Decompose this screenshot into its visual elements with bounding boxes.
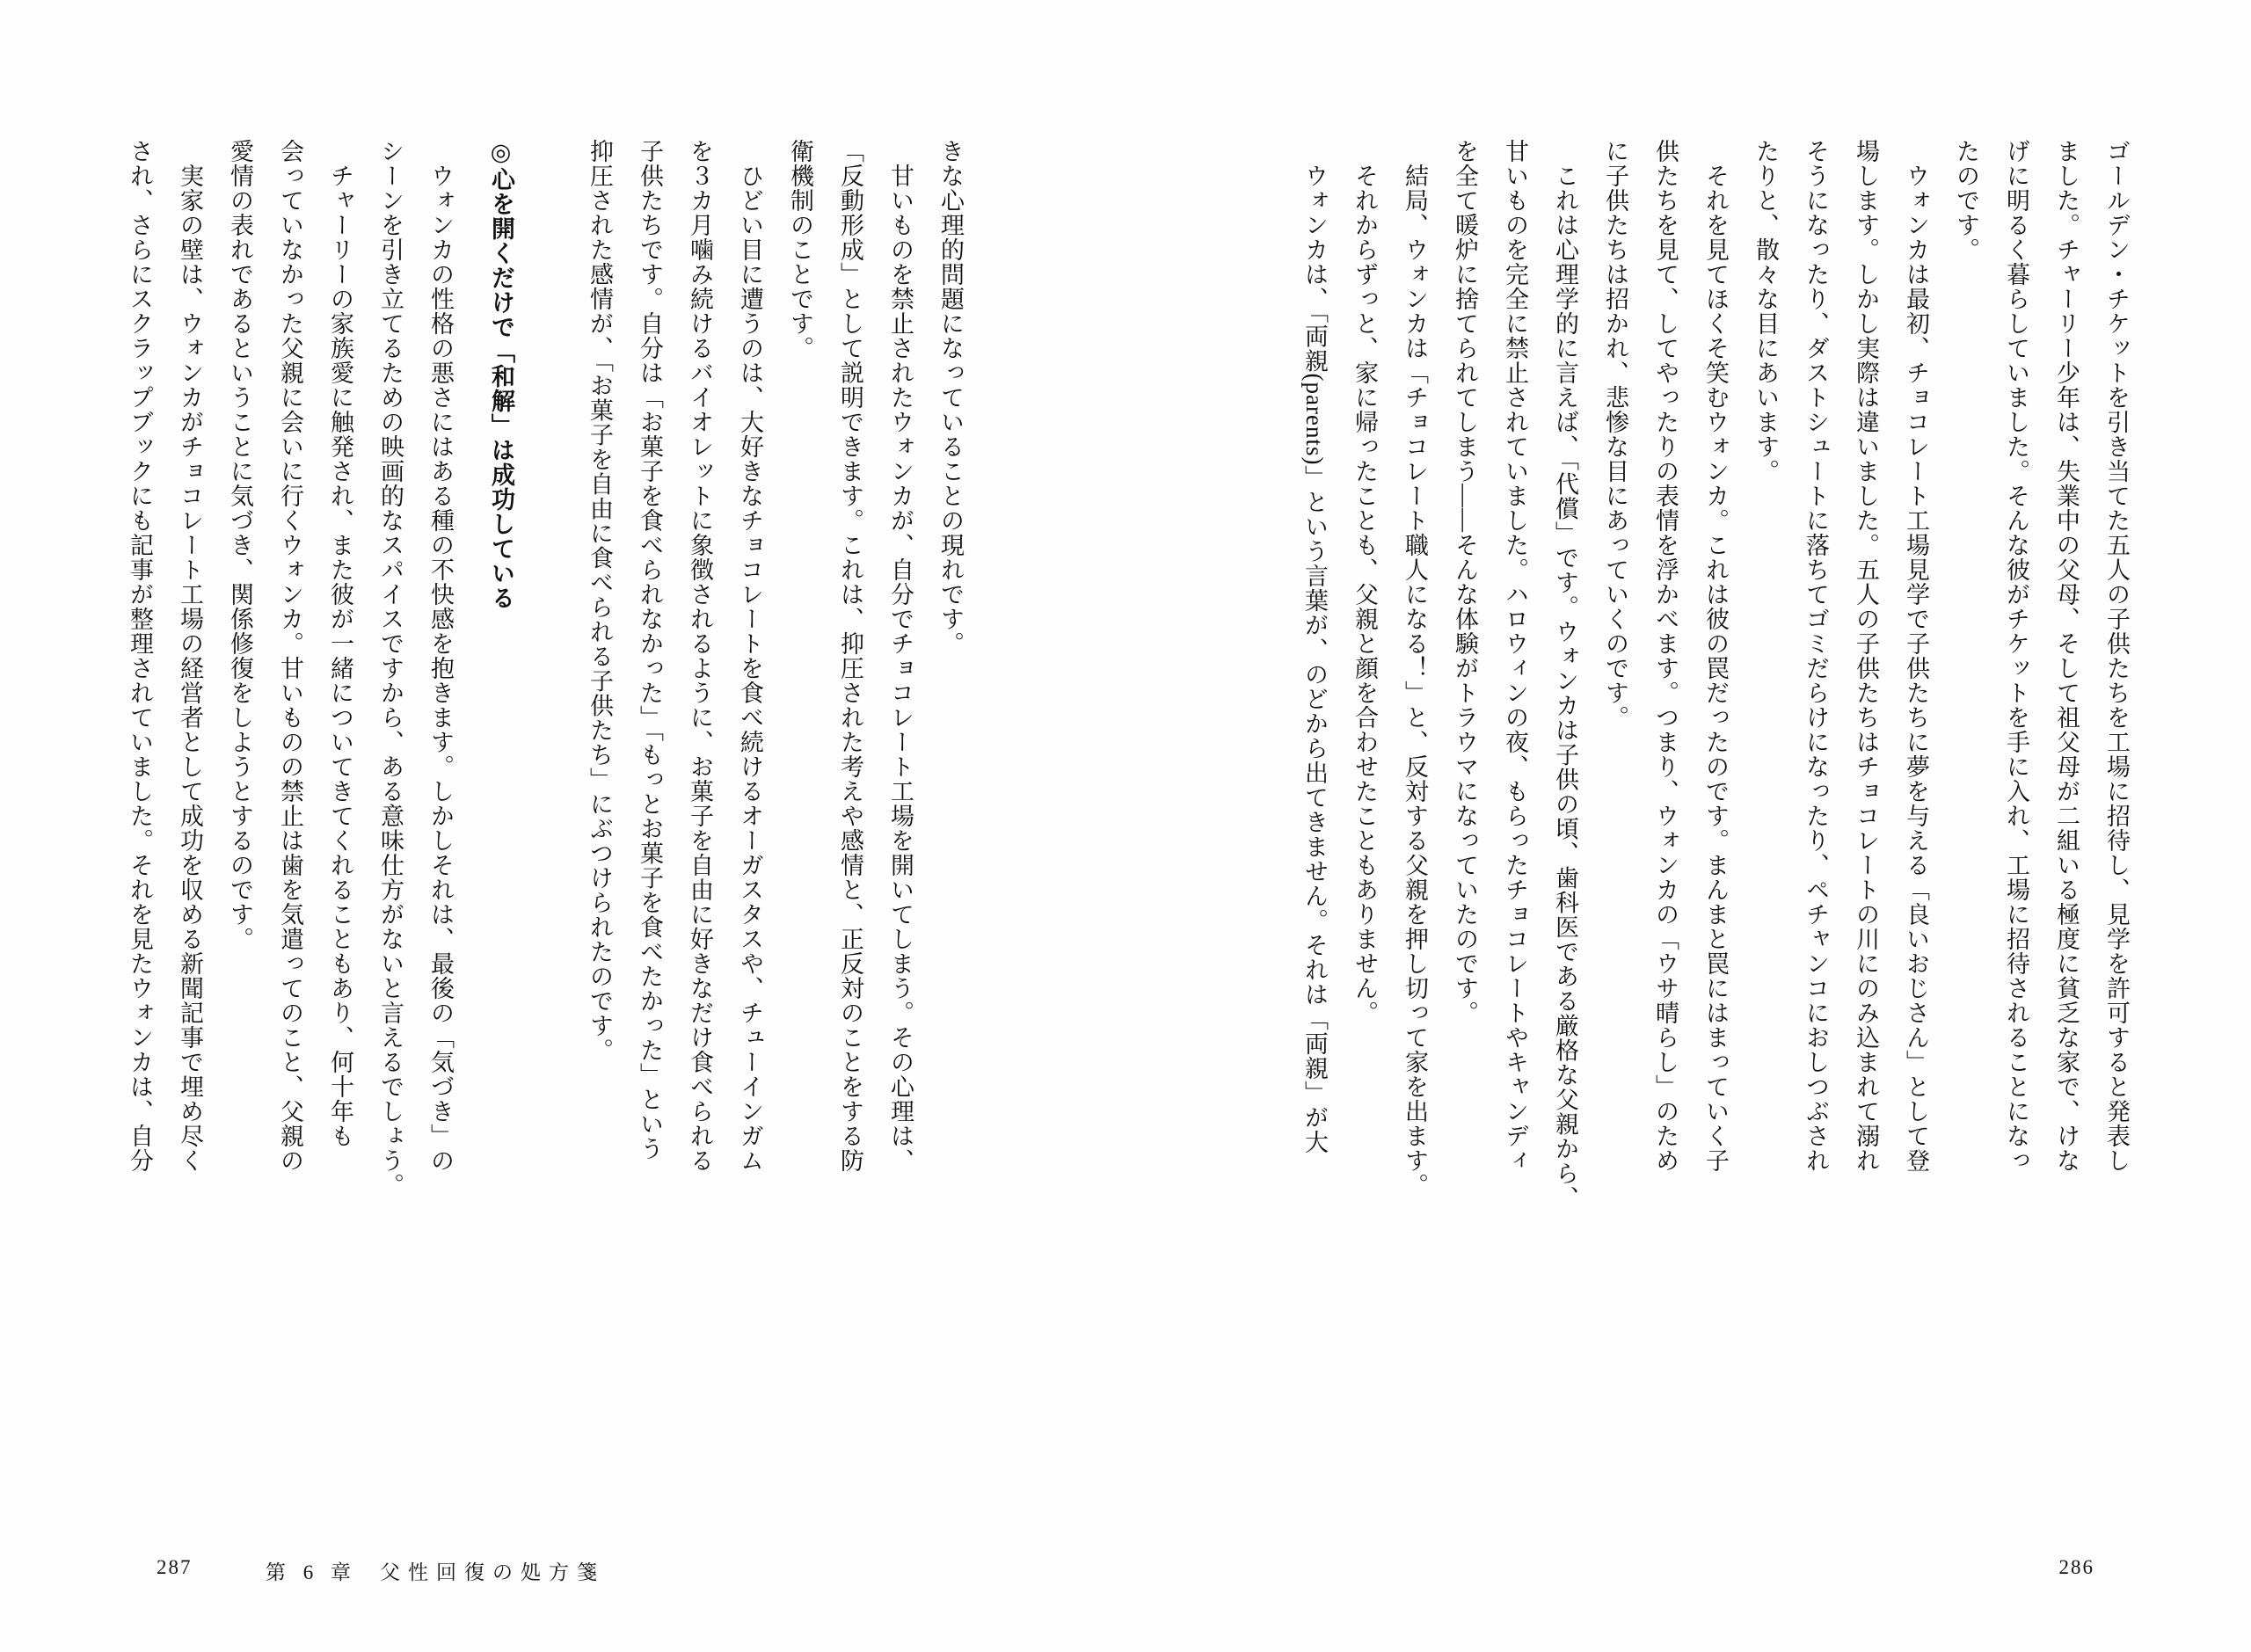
text-column: きな心理的問題になっていることの現れです。	[937, 139, 964, 656]
text-column: 子供たちです。自分は「お菓子を食べられなかった」「もっとお菓子を食べたかった」という	[637, 139, 663, 1161]
text-column: 愛情の表れであるということに気づき、関係修復をしようとするのです。	[227, 139, 253, 951]
text-column: 結局、ウォンカは「チョコレート職人になる！」と、反対する父親を押し切って家を出ます。	[1402, 139, 1428, 1197]
text-column: そうになったり、ダストシュートに落ちてゴミだらけになったり、ペチャンコにおしつぶされ	[1803, 139, 1829, 1173]
text-column: ウォンカは、「両親(parents)」という言葉が、のどから出てきません。それは「両親」が大	[1301, 139, 1328, 1155]
text-column: それを見てほくそ笑むウォンカ。これは彼の罠だったのです。まんまと罠にはまっていく子	[1702, 139, 1729, 1173]
running-head-chapter: 第 6 章	[266, 1561, 357, 1583]
text-column: 抑圧された感情が、「お菓子を自由に食べられる子供たち」にぶつけられたのです。	[586, 139, 613, 1063]
text-column: ゴールデン・チケットを引き当てた五人の子供たちを工場に招待し、見学を許可すると発表し	[2103, 139, 2130, 1173]
text-column: され、さらにスクラップブックにも記事が整理されていました。それを見たウォンカは、自分	[127, 139, 153, 1173]
text-column: 実家の壁は、ウォンカがチョコレート工場の経営者として成功を収める新聞記事で埋め尽く	[177, 139, 203, 1173]
text-column: を３カ月噛み続けるバイオレットに象徴されるように、お菓子を自由に好きなだけ食べられる	[687, 139, 713, 1173]
text-column: に子供たちは招かれ、悲惨な目にあっていくのです。	[1602, 139, 1628, 730]
text-column: ひどい目に遭うのは、大好きなチョコレートを食べ続けるオーガスタスや、チューインガム	[737, 139, 763, 1173]
text-column: げに明るく暮らしていました。そんな彼がチケットを手に入れ、工場に招待されることになっ	[2003, 139, 2029, 1173]
text-column: ウォンカの性格の悪さにはある種の不快感を抱きます。しかしそれは、最後の「気づき」の	[427, 139, 454, 1173]
page-number-left: 287	[157, 1556, 193, 1578]
text-column: それからずっと、家に帰ったことも、父親と顔を合わせたこともありません。	[1351, 139, 1378, 1025]
text-column: 会っていなかった父親に会いに行くウォンカ。甘いものの禁止は歯を気遣ってのこと、父親の	[277, 139, 303, 1173]
text-column: チャーリーの家族愛に触発され、また彼が一緒についてきてくれることもあり、何十年も	[327, 139, 353, 1148]
text-column: 甘いものを禁止されたウォンカが、自分でチョコレート工場を開いてしまう。その心理は、	[887, 139, 914, 1173]
right-page	[1289, 139, 2141, 1255]
running-head-title: 父性回復の処方箋	[380, 1561, 605, 1583]
text-column: を全て暖炉に捨てられてしまう——そんな体験がトラウマになっていたのです。	[1452, 139, 1478, 1025]
text-column: これは心理学的に言えば、「代償」です。ウォンカは子供の頃、歯科医である厳格な父親から、	[1552, 139, 1578, 1211]
text-column: ました。チャーリー少年は、失業中の父母、そして祖父母が二組いる極度に貧乏な家で、けな	[2053, 139, 2080, 1173]
text-column: 衛機制のことです。	[787, 139, 813, 360]
page-number-right: 286	[2058, 1556, 2094, 1578]
text-column: シーンを引き立てるための映画的なスパイスですから、ある意味仕方がないと言えるでしょう。	[377, 139, 404, 1197]
text-column: 甘いものを完全に禁止されていました。ハロウィンの夜、もらったチョコレートやキャンディ	[1502, 139, 1528, 1173]
text-column: たのです。	[1953, 139, 1979, 262]
text-column: 「反動形成」として説明できます。これは、抑圧された考えや感情と、正反対のことをする防	[837, 139, 863, 1173]
left-page	[114, 139, 975, 1255]
text-column: 供たちを見て、してやったりの表情を浮かべます。つまり、ウォンカの「ウサ晴らし」のため	[1652, 139, 1679, 1173]
text-column: たりと、散々な目にあいます。	[1752, 139, 1779, 484]
section-heading-column: ◎心を開くだけで「和解」は成功している	[488, 139, 514, 610]
text-column: ウォンカは最初、チョコレート工場見学で子供たちに夢を与える「良いおじさん」として登	[1903, 139, 1929, 1173]
text-column: 場します。しかし実際は違いました。五人の子供たちはチョコレートの川にのみ込まれて溺れ	[1853, 139, 1879, 1173]
